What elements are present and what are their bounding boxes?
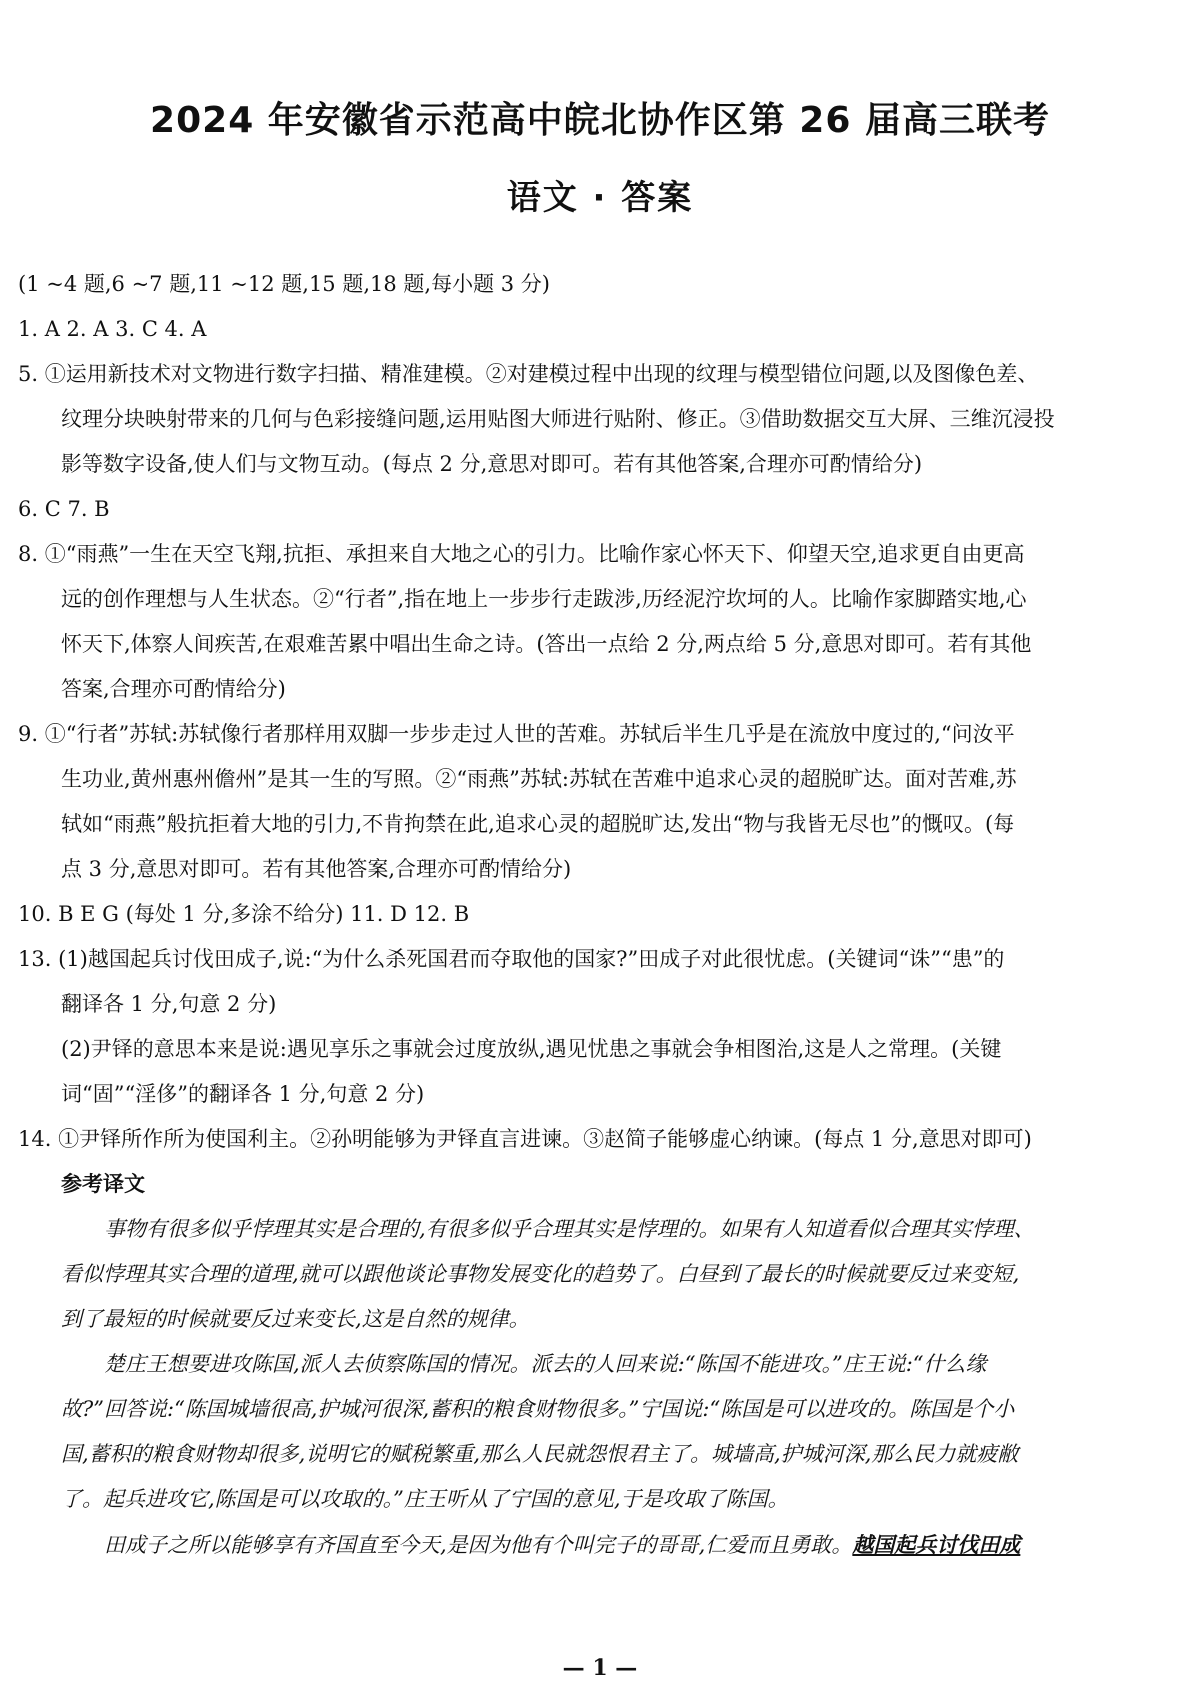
line-text: 了。起兵进攻它,陈国是可以攻取的。”庄王听从了宁国的意见,于是攻取了陈国。 [61,1487,789,1511]
text-line [18,1027,1168,1072]
line-text: 参考译文 [61,1172,145,1196]
line-text: 14. ①尹铎所作所为使国利主。②孙明能够为尹铎直言进谏。③赵简子能够虚心纳谏。(每点 1 分,意思对即可) [18,1127,1032,1151]
text-line [18,1432,1168,1477]
text-line [18,397,1168,442]
page-number: — 1 — [562,1655,638,1681]
line-text: 影等数字设备,使人们与文物互动。(每点 2 分,意思对即可。若有其他答案,合理亦可酌情给分) [61,452,923,476]
line-text: 1. A 2. A 3. C 4. A [18,317,207,341]
line-text: 远的创作理想与人生状态。②“行者”,指在地上一步步行走跋涉,历经泥泞坎坷的人。比喻作家脚踏实地,心 [61,587,1027,611]
line-text: 故?”回答说:“陈国城墙很高,护城河很深,蓄积的粮食财物很多。”宁国说:“陈国是可以进攻的。陈国是个小 [61,1397,1015,1421]
text-line [18,1207,1168,1252]
line-text: 楚庄王想要进攻陈国,派人去侦察陈国的情况。派去的人回来说:“陈国不能进攻。”庄王说:“什么缘 [104,1352,987,1376]
line-text: 生功业,黄州惠州儋州”是其一生的写照。②“雨燕”苏轼:苏轼在苦难中追求心灵的超脱旷达。面对苦难,苏 [61,767,1017,791]
line-text: 词“固”“淫侈”的翻译各 1 分,句意 2 分) [61,1082,425,1106]
line-text: 纹理分块映射带来的几何与色彩接缝问题,运用贴图大师进行贴附、修正。③借助数据交互大屏、三维沉浸投 [61,407,1055,431]
text-line [18,532,1168,577]
line-text: 翻译各 1 分,句意 2 分) [61,992,277,1016]
line-text: 答案,合理亦可酌情给分) [61,677,286,701]
line-text: 到了最短的时候就要反过来变长,这是自然的规律。 [61,1307,530,1331]
line-text: 13. (1)越国起兵讨伐田成子,说:“为什么杀死国君而夺取他的国家?”田成子对此很忧虑。(关键词“诛”“患”的 [18,947,1005,971]
line-text: (2)尹铎的意思本来是说:遇见享乐之事就会过度放纵,遇见忧患之事就会争相图治,这是人之常理。(关键 [61,1037,1002,1061]
text-line [18,667,1168,712]
line-text: (1 ~4 题,6 ~7 题,11 ~12 题,15 题,18 题,每小题 3 分) [18,272,550,296]
line-text: 轼如“雨燕”般抗拒着大地的引力,不肯拘禁在此,追求心灵的超脱旷达,发出“物与我皆无尽也”的慨叹。(每 [61,812,1015,836]
text-line [18,1252,1168,1297]
text-line [18,622,1168,667]
text-line [18,1072,1168,1117]
line-text: 6. C 7. B [18,497,110,521]
text-line [18,352,1168,397]
line-text: 5. ①运用新技术对文物进行数字扫描、精准建模。②对建模过程中出现的纹理与模型错位问题,以及图像色差、 [18,362,1039,386]
text-line [18,1387,1168,1432]
line-text: 10. B E G (每处 1 分,多涂不给分) 11. D 12. B [18,902,470,926]
text-line [18,262,1168,307]
line-text: 8. ①“雨燕”一生在天空飞翔,抗拒、承担来自大地之心的引力。比喻作家心怀天下、仰望天空,追求更自由更高 [18,542,1025,566]
line-text: 事物有很多似乎悖理其实是合理的,有很多似乎合理其实是悖理的。如果有人知道看似合理其实悖理、 [104,1217,1035,1241]
text-line [18,1477,1168,1522]
text-line [18,982,1168,1027]
answer-content [18,262,1168,1567]
text-line [18,577,1168,622]
text-line [18,847,1168,892]
document-title: 2024 年安徽省示范高中皖北协作区第 26 届高三联考 [150,100,1050,141]
line-text: 国,蓄积的粮食财物却很多,说明它的赋税繁重,那么人民就怨恨君主了。城墙高,护城河深,那么民力就疲敝 [61,1442,1019,1466]
line-text: 9. ①“行者”苏轼:苏轼像行者那样用双脚一步步走过人世的苦难。苏轼后半生几乎是在流放中度过的,“问汝平 [18,722,1015,746]
text-line [18,802,1168,847]
text-line [18,487,1168,532]
underlined-text: 越国起兵讨伐田成 [852,1532,1021,1557]
line-text: 看似悖理其实合理的道理,就可以跟他谈论事物发展变化的趋势了。白昼到了最长的时候就要反过来变短, [61,1262,1020,1286]
section-heading [18,1162,1168,1207]
text-line [18,1342,1168,1387]
text-line [18,757,1168,802]
text-line [18,892,1168,937]
line-text: 田成子之所以能够享有齐国直至今天,是因为他有个叫完子的哥哥,仁爱而且勇敢。 [104,1533,853,1557]
text-line [18,442,1168,487]
text-line [18,712,1168,757]
line-text: 点 3 分,意思对即可。若有其他答案,合理亦可酌情给分) [61,857,572,881]
line-text: 怀天下,体察人间疾苦,在艰难苦累中唱出生命之诗。(答出一点给 2 分,两点给 5 分,意思对即可。若有其他 [61,632,1032,656]
text-line [18,1117,1168,1162]
text-line [18,1522,1168,1567]
text-line [18,1297,1168,1342]
document-subtitle: 语文 · 答案 [506,178,694,218]
text-line [18,937,1168,982]
text-line [18,307,1168,352]
